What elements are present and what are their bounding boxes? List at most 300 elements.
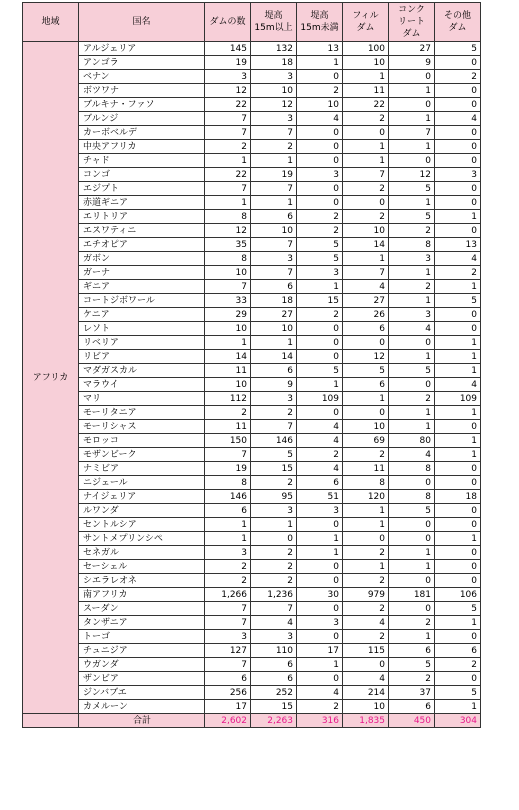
dam-count-cell: 14 bbox=[205, 350, 251, 364]
dam-count-cell: 3 bbox=[205, 546, 251, 560]
country-cell: モーリタニア bbox=[79, 406, 205, 420]
over-15m-cell: 132 bbox=[251, 42, 297, 56]
dam-count-cell: 22 bbox=[205, 168, 251, 182]
fill-dam-cell: 10 bbox=[343, 700, 389, 714]
other-dam-cell: 0 bbox=[435, 476, 481, 490]
other-dam-cell: 2 bbox=[435, 658, 481, 672]
table-row bbox=[23, 392, 481, 406]
over-15m-cell: 3 bbox=[251, 392, 297, 406]
concrete-dam-cell: 1 bbox=[389, 266, 435, 280]
table-row bbox=[23, 56, 481, 70]
fill-dam-cell: 0 bbox=[343, 658, 389, 672]
concrete-dam-cell: 1 bbox=[389, 294, 435, 308]
under-15m-cell: 0 bbox=[297, 70, 343, 84]
dam-count-cell: 17 bbox=[205, 700, 251, 714]
fill-dam-cell: 1 bbox=[343, 560, 389, 574]
concrete-dam-cell: 0 bbox=[389, 70, 435, 84]
other-dam-cell: 2 bbox=[435, 266, 481, 280]
fill-dam-cell: 2 bbox=[343, 112, 389, 126]
concrete-dam-cell: 27 bbox=[389, 42, 435, 56]
other-dam-cell: 5 bbox=[435, 686, 481, 700]
fill-dam-cell: 8 bbox=[343, 476, 389, 490]
total-label: 合計 bbox=[79, 714, 205, 728]
under-15m-cell: 13 bbox=[297, 42, 343, 56]
concrete-dam-cell: 8 bbox=[389, 490, 435, 504]
other-dam-cell: 0 bbox=[435, 518, 481, 532]
concrete-dam-cell: 0 bbox=[389, 518, 435, 532]
dam-count-cell: 1 bbox=[205, 336, 251, 350]
fill-dam-cell: 1 bbox=[343, 70, 389, 84]
concrete-dam-cell: 9 bbox=[389, 56, 435, 70]
country-cell: マダガスカル bbox=[79, 364, 205, 378]
fill-dam-cell: 2 bbox=[343, 630, 389, 644]
country-cell: ベナン bbox=[79, 70, 205, 84]
country-cell: アンゴラ bbox=[79, 56, 205, 70]
table-row bbox=[23, 84, 481, 98]
fill-dam-cell: 979 bbox=[343, 588, 389, 602]
concrete-dam-cell: 4 bbox=[389, 448, 435, 462]
over-15m-cell: 7 bbox=[251, 126, 297, 140]
table-row bbox=[23, 182, 481, 196]
table-row bbox=[23, 686, 481, 700]
total-region-cell bbox=[23, 714, 79, 728]
over-15m-cell: 2 bbox=[251, 476, 297, 490]
under-15m-cell: 2 bbox=[297, 308, 343, 322]
dam-count-cell: 6 bbox=[205, 672, 251, 686]
fill-dam-cell: 7 bbox=[343, 266, 389, 280]
country-cell: サントメプリンシペ bbox=[79, 532, 205, 546]
fill-dam-cell: 120 bbox=[343, 490, 389, 504]
other-dam-cell: 0 bbox=[435, 462, 481, 476]
fill-dam-cell: 14 bbox=[343, 238, 389, 252]
country-cell: エチオピア bbox=[79, 238, 205, 252]
dam-count-cell: 112 bbox=[205, 392, 251, 406]
dam-count-cell: 256 bbox=[205, 686, 251, 700]
fill-dam-cell: 11 bbox=[343, 84, 389, 98]
under-15m-cell: 1 bbox=[297, 56, 343, 70]
dam-count-cell: 19 bbox=[205, 462, 251, 476]
over-15m-cell: 2 bbox=[251, 546, 297, 560]
table-row bbox=[23, 322, 481, 336]
other-dam-cell: 0 bbox=[435, 560, 481, 574]
country-cell: ケニア bbox=[79, 308, 205, 322]
dam-count-cell: 1,266 bbox=[205, 588, 251, 602]
over-15m-cell: 19 bbox=[251, 168, 297, 182]
country-cell: セネガル bbox=[79, 546, 205, 560]
other-dam-cell: 0 bbox=[435, 98, 481, 112]
country-cell: チュニジア bbox=[79, 644, 205, 658]
concrete-dam-cell: 5 bbox=[389, 658, 435, 672]
country-cell: カメルーン bbox=[79, 700, 205, 714]
fill-dam-cell: 2 bbox=[343, 546, 389, 560]
concrete-dam-cell: 80 bbox=[389, 434, 435, 448]
other-dam-cell: 1 bbox=[435, 336, 481, 350]
under-15m-cell: 1 bbox=[297, 546, 343, 560]
under-15m-cell: 0 bbox=[297, 182, 343, 196]
dam-count-cell: 7 bbox=[205, 182, 251, 196]
country-cell: モザンビーク bbox=[79, 448, 205, 462]
dam-count-cell: 2 bbox=[205, 140, 251, 154]
dam-count-cell: 2 bbox=[205, 560, 251, 574]
concrete-dam-cell: 1 bbox=[389, 420, 435, 434]
fill-dam-cell: 0 bbox=[343, 126, 389, 140]
over-15m-cell: 1 bbox=[251, 154, 297, 168]
total-row bbox=[23, 714, 481, 728]
table-row bbox=[23, 462, 481, 476]
country-cell: ニジェール bbox=[79, 476, 205, 490]
under-15m-cell: 30 bbox=[297, 588, 343, 602]
other-dam-cell: 2 bbox=[435, 70, 481, 84]
country-cell: 南アフリカ bbox=[79, 588, 205, 602]
country-cell: エリトリア bbox=[79, 210, 205, 224]
table-row bbox=[23, 476, 481, 490]
country-cell: ガボン bbox=[79, 252, 205, 266]
fill-dam-cell: 11 bbox=[343, 462, 389, 476]
dam-statistics-table bbox=[22, 2, 481, 728]
other-dam-cell: 0 bbox=[435, 224, 481, 238]
table-row bbox=[23, 378, 481, 392]
country-cell: コンゴ bbox=[79, 168, 205, 182]
under-15m-cell: 4 bbox=[297, 434, 343, 448]
table-row bbox=[23, 280, 481, 294]
country-cell: ナミビア bbox=[79, 462, 205, 476]
over-15m-cell: 1 bbox=[251, 518, 297, 532]
table-row bbox=[23, 560, 481, 574]
dam-count-cell: 12 bbox=[205, 84, 251, 98]
other-dam-cell: 0 bbox=[435, 126, 481, 140]
country-cell: リベリア bbox=[79, 336, 205, 350]
concrete-dam-cell: 8 bbox=[389, 462, 435, 476]
table-row bbox=[23, 490, 481, 504]
fill-dam-cell: 1 bbox=[343, 140, 389, 154]
other-dam-cell: 5 bbox=[435, 294, 481, 308]
concrete-dam-cell: 2 bbox=[389, 672, 435, 686]
header-dam-count: ダムの数 bbox=[205, 3, 251, 42]
dam-count-cell: 150 bbox=[205, 434, 251, 448]
header-fill-dam: フィル ダム bbox=[343, 3, 389, 42]
dam-count-cell: 1 bbox=[205, 518, 251, 532]
header-other-dam: その他 ダム bbox=[435, 3, 481, 42]
country-cell: ジンバブエ bbox=[79, 686, 205, 700]
over-15m-cell: 10 bbox=[251, 84, 297, 98]
concrete-dam-cell: 7 bbox=[389, 126, 435, 140]
dam-count-cell: 8 bbox=[205, 476, 251, 490]
table-row bbox=[23, 196, 481, 210]
over-15m-cell: 2 bbox=[251, 140, 297, 154]
dam-count-cell: 7 bbox=[205, 658, 251, 672]
other-dam-cell: 0 bbox=[435, 56, 481, 70]
other-dam-cell: 0 bbox=[435, 504, 481, 518]
other-dam-cell: 4 bbox=[435, 252, 481, 266]
over-15m-cell: 1,236 bbox=[251, 588, 297, 602]
concrete-dam-cell: 0 bbox=[389, 98, 435, 112]
country-cell: レソト bbox=[79, 322, 205, 336]
concrete-dam-cell: 0 bbox=[389, 378, 435, 392]
over-15m-cell: 3 bbox=[251, 112, 297, 126]
fill-dam-cell: 1 bbox=[343, 392, 389, 406]
concrete-dam-cell: 1 bbox=[389, 630, 435, 644]
under-15m-cell: 6 bbox=[297, 476, 343, 490]
fill-dam-cell: 10 bbox=[343, 56, 389, 70]
table-row bbox=[23, 658, 481, 672]
country-cell: ナイジェリア bbox=[79, 490, 205, 504]
over-15m-cell: 2 bbox=[251, 406, 297, 420]
concrete-dam-cell: 5 bbox=[389, 364, 435, 378]
concrete-dam-cell: 2 bbox=[389, 224, 435, 238]
country-cell: ガーナ bbox=[79, 266, 205, 280]
dam-count-cell: 145 bbox=[205, 42, 251, 56]
under-15m-cell: 3 bbox=[297, 504, 343, 518]
concrete-dam-cell: 5 bbox=[389, 210, 435, 224]
other-dam-cell: 1 bbox=[435, 434, 481, 448]
under-15m-cell: 0 bbox=[297, 406, 343, 420]
dam-count-cell: 2 bbox=[205, 574, 251, 588]
table-row bbox=[23, 350, 481, 364]
table-body bbox=[23, 42, 481, 728]
over-15m-cell: 0 bbox=[251, 532, 297, 546]
other-dam-cell: 0 bbox=[435, 196, 481, 210]
dam-count-cell: 2 bbox=[205, 406, 251, 420]
concrete-dam-cell: 1 bbox=[389, 140, 435, 154]
other-dam-cell: 3 bbox=[435, 168, 481, 182]
table-row bbox=[23, 336, 481, 350]
dam-count-cell: 8 bbox=[205, 252, 251, 266]
table-row bbox=[23, 238, 481, 252]
table-row bbox=[23, 252, 481, 266]
under-15m-cell: 109 bbox=[297, 392, 343, 406]
table-row bbox=[23, 308, 481, 322]
country-cell: モロッコ bbox=[79, 434, 205, 448]
fill-dam-cell: 10 bbox=[343, 224, 389, 238]
other-dam-cell: 18 bbox=[435, 490, 481, 504]
other-dam-cell: 1 bbox=[435, 700, 481, 714]
table-row bbox=[23, 140, 481, 154]
table-row bbox=[23, 588, 481, 602]
country-cell: セーシェル bbox=[79, 560, 205, 574]
table-row bbox=[23, 224, 481, 238]
fill-dam-cell: 115 bbox=[343, 644, 389, 658]
concrete-dam-cell: 6 bbox=[389, 700, 435, 714]
concrete-dam-cell: 0 bbox=[389, 602, 435, 616]
dam-count-cell: 1 bbox=[205, 196, 251, 210]
over-15m-cell: 3 bbox=[251, 70, 297, 84]
fill-dam-cell: 69 bbox=[343, 434, 389, 448]
country-cell: エスワティニ bbox=[79, 224, 205, 238]
country-cell: 中央アフリカ bbox=[79, 140, 205, 154]
table-row bbox=[23, 518, 481, 532]
concrete-dam-cell: 4 bbox=[389, 322, 435, 336]
under-15m-cell: 0 bbox=[297, 140, 343, 154]
header-row bbox=[23, 3, 481, 42]
other-dam-cell: 1 bbox=[435, 448, 481, 462]
fill-dam-cell: 1 bbox=[343, 518, 389, 532]
under-15m-cell: 5 bbox=[297, 238, 343, 252]
other-dam-cell: 1 bbox=[435, 350, 481, 364]
table-row bbox=[23, 644, 481, 658]
under-15m-cell: 0 bbox=[297, 602, 343, 616]
table-row bbox=[23, 672, 481, 686]
country-cell: セントルシア bbox=[79, 518, 205, 532]
under-15m-cell: 1 bbox=[297, 532, 343, 546]
under-15m-cell: 5 bbox=[297, 364, 343, 378]
country-cell: モーリシャス bbox=[79, 420, 205, 434]
concrete-dam-cell: 5 bbox=[389, 182, 435, 196]
country-cell: ウガンダ bbox=[79, 658, 205, 672]
country-cell: ルワンダ bbox=[79, 504, 205, 518]
under-15m-cell: 0 bbox=[297, 154, 343, 168]
table-row bbox=[23, 364, 481, 378]
other-dam-cell: 4 bbox=[435, 112, 481, 126]
dam-table-container bbox=[22, 2, 481, 728]
over-15m-cell: 146 bbox=[251, 434, 297, 448]
over-15m-cell: 3 bbox=[251, 630, 297, 644]
under-15m-cell: 4 bbox=[297, 686, 343, 700]
table-row bbox=[23, 448, 481, 462]
concrete-dam-cell: 37 bbox=[389, 686, 435, 700]
table-row bbox=[23, 434, 481, 448]
total-under-15m: 316 bbox=[297, 714, 343, 728]
country-cell: コートジボワール bbox=[79, 294, 205, 308]
dam-count-cell: 8 bbox=[205, 210, 251, 224]
dam-count-cell: 3 bbox=[205, 630, 251, 644]
over-15m-cell: 6 bbox=[251, 280, 297, 294]
dam-count-cell: 1 bbox=[205, 532, 251, 546]
table-row bbox=[23, 210, 481, 224]
under-15m-cell: 3 bbox=[297, 616, 343, 630]
other-dam-cell: 0 bbox=[435, 420, 481, 434]
over-15m-cell: 18 bbox=[251, 56, 297, 70]
country-cell: シエラレオネ bbox=[79, 574, 205, 588]
under-15m-cell: 1 bbox=[297, 658, 343, 672]
country-cell: カーボベルデ bbox=[79, 126, 205, 140]
table-row bbox=[23, 532, 481, 546]
concrete-dam-cell: 0 bbox=[389, 154, 435, 168]
under-15m-cell: 0 bbox=[297, 630, 343, 644]
under-15m-cell: 5 bbox=[297, 252, 343, 266]
table-row bbox=[23, 112, 481, 126]
under-15m-cell: 1 bbox=[297, 280, 343, 294]
dam-count-cell: 7 bbox=[205, 448, 251, 462]
fill-dam-cell: 27 bbox=[343, 294, 389, 308]
total-over-15m: 2,263 bbox=[251, 714, 297, 728]
table-row bbox=[23, 504, 481, 518]
other-dam-cell: 1 bbox=[435, 406, 481, 420]
fill-dam-cell: 26 bbox=[343, 308, 389, 322]
dam-count-cell: 19 bbox=[205, 56, 251, 70]
concrete-dam-cell: 2 bbox=[389, 392, 435, 406]
table-row bbox=[23, 602, 481, 616]
concrete-dam-cell: 0 bbox=[389, 532, 435, 546]
country-cell: トーゴ bbox=[79, 630, 205, 644]
concrete-dam-cell: 1 bbox=[389, 112, 435, 126]
table-row bbox=[23, 294, 481, 308]
concrete-dam-cell: 3 bbox=[389, 308, 435, 322]
fill-dam-cell: 7 bbox=[343, 168, 389, 182]
concrete-dam-cell: 12 bbox=[389, 168, 435, 182]
under-15m-cell: 17 bbox=[297, 644, 343, 658]
other-dam-cell: 109 bbox=[435, 392, 481, 406]
over-15m-cell: 10 bbox=[251, 322, 297, 336]
other-dam-cell: 0 bbox=[435, 154, 481, 168]
table-row bbox=[23, 700, 481, 714]
dam-count-cell: 7 bbox=[205, 280, 251, 294]
under-15m-cell: 2 bbox=[297, 84, 343, 98]
region-cell: アフリカ bbox=[23, 42, 79, 714]
concrete-dam-cell: 0 bbox=[389, 476, 435, 490]
other-dam-cell: 0 bbox=[435, 672, 481, 686]
under-15m-cell: 2 bbox=[297, 210, 343, 224]
dam-count-cell: 11 bbox=[205, 420, 251, 434]
dam-count-cell: 10 bbox=[205, 266, 251, 280]
under-15m-cell: 4 bbox=[297, 112, 343, 126]
over-15m-cell: 9 bbox=[251, 378, 297, 392]
over-15m-cell: 7 bbox=[251, 182, 297, 196]
dam-count-cell: 146 bbox=[205, 490, 251, 504]
under-15m-cell: 0 bbox=[297, 518, 343, 532]
fill-dam-cell: 2 bbox=[343, 602, 389, 616]
under-15m-cell: 2 bbox=[297, 224, 343, 238]
dam-count-cell: 29 bbox=[205, 308, 251, 322]
other-dam-cell: 1 bbox=[435, 280, 481, 294]
over-15m-cell: 2 bbox=[251, 574, 297, 588]
other-dam-cell: 0 bbox=[435, 308, 481, 322]
dam-count-cell: 10 bbox=[205, 322, 251, 336]
fill-dam-cell: 1 bbox=[343, 154, 389, 168]
other-dam-cell: 13 bbox=[435, 238, 481, 252]
table-row bbox=[23, 420, 481, 434]
concrete-dam-cell: 3 bbox=[389, 252, 435, 266]
fill-dam-cell: 4 bbox=[343, 672, 389, 686]
over-15m-cell: 252 bbox=[251, 686, 297, 700]
fill-dam-cell: 1 bbox=[343, 504, 389, 518]
dam-count-cell: 3 bbox=[205, 70, 251, 84]
dam-count-cell: 22 bbox=[205, 98, 251, 112]
total-concrete-dam: 450 bbox=[389, 714, 435, 728]
other-dam-cell: 0 bbox=[435, 546, 481, 560]
under-15m-cell: 0 bbox=[297, 322, 343, 336]
country-cell: ギニア bbox=[79, 280, 205, 294]
over-15m-cell: 2 bbox=[251, 560, 297, 574]
over-15m-cell: 10 bbox=[251, 224, 297, 238]
under-15m-cell: 0 bbox=[297, 336, 343, 350]
concrete-dam-cell: 2 bbox=[389, 280, 435, 294]
country-cell: マリ bbox=[79, 392, 205, 406]
under-15m-cell: 0 bbox=[297, 350, 343, 364]
country-cell: マラウイ bbox=[79, 378, 205, 392]
fill-dam-cell: 10 bbox=[343, 420, 389, 434]
table-row bbox=[23, 168, 481, 182]
over-15m-cell: 27 bbox=[251, 308, 297, 322]
other-dam-cell: 1 bbox=[435, 616, 481, 630]
header-country: 国名 bbox=[79, 3, 205, 42]
other-dam-cell: 1 bbox=[435, 532, 481, 546]
fill-dam-cell: 2 bbox=[343, 210, 389, 224]
fill-dam-cell: 0 bbox=[343, 532, 389, 546]
over-15m-cell: 7 bbox=[251, 238, 297, 252]
table-row bbox=[23, 574, 481, 588]
fill-dam-cell: 5 bbox=[343, 364, 389, 378]
under-15m-cell: 2 bbox=[297, 448, 343, 462]
under-15m-cell: 0 bbox=[297, 574, 343, 588]
table-row bbox=[23, 98, 481, 112]
under-15m-cell: 15 bbox=[297, 294, 343, 308]
country-cell: ボツワナ bbox=[79, 84, 205, 98]
over-15m-cell: 7 bbox=[251, 602, 297, 616]
dam-count-cell: 33 bbox=[205, 294, 251, 308]
fill-dam-cell: 100 bbox=[343, 42, 389, 56]
concrete-dam-cell: 1 bbox=[389, 196, 435, 210]
over-15m-cell: 14 bbox=[251, 350, 297, 364]
